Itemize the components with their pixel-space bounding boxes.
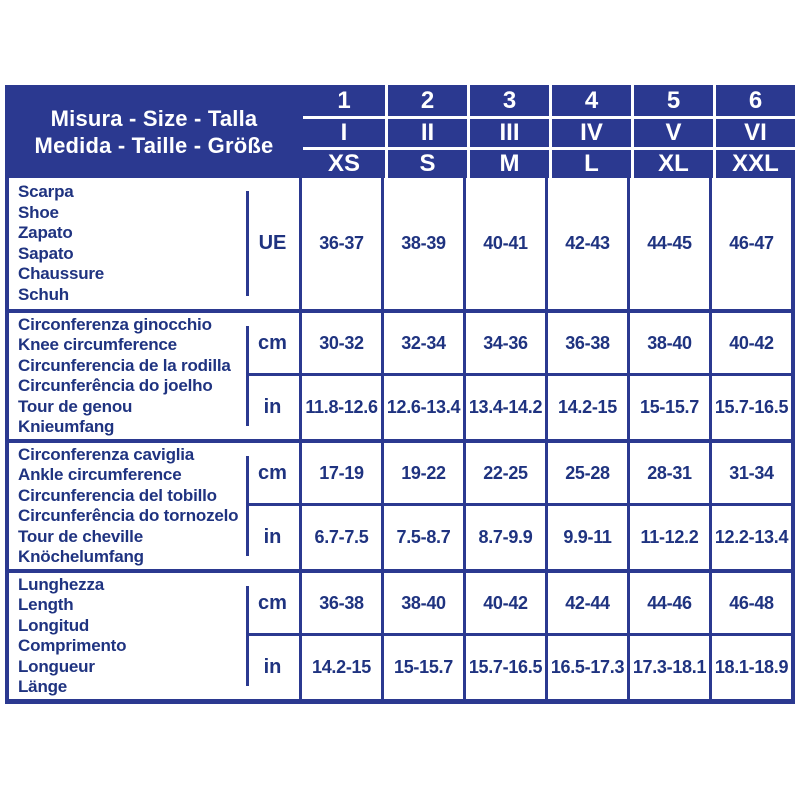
value-cell: 36-38 [299, 573, 381, 636]
group-labels [9, 313, 246, 439]
value-cell: 38-40 [627, 313, 709, 376]
group-label-line: Scarpa [18, 182, 74, 201]
size-header-cell: II [385, 116, 467, 147]
group-label-line: Ankle circumference [18, 465, 182, 484]
value-cell: 14.2-15 [545, 376, 627, 439]
size-header-cell: 1 [337, 86, 351, 114]
size-header-cell: XL [631, 147, 713, 178]
size-header-cell: III [467, 116, 549, 147]
value-cell: 30-32 [299, 313, 381, 376]
value-cell: 38-39 [381, 178, 463, 309]
group-label-line: Circonferenza caviglia [18, 444, 195, 464]
value-cell: 12.2-13.4 [709, 506, 791, 569]
size-header-cell: VI [713, 116, 795, 147]
value-cell: 32-34 [381, 313, 463, 376]
unit-divider-line [246, 326, 249, 426]
group-label-line: Circunferência do joelho [18, 376, 213, 395]
unit-divider-line [246, 586, 249, 686]
unit-divider-line [246, 456, 249, 556]
size-header-cell: XXL [713, 147, 795, 178]
size-header-cell: M [467, 147, 549, 178]
group-label-line: Circunferencia de la rodilla [18, 355, 231, 375]
value-cell: 22-25 [463, 443, 545, 506]
value-cell: 19-22 [381, 443, 463, 506]
group-label-line: Circunferencia del tobillo [18, 485, 217, 505]
unit-cell: cm [246, 443, 299, 506]
value-cell: 40-41 [463, 178, 545, 309]
group-label-line: Comprimento [18, 636, 127, 655]
value-cell: 46-48 [709, 573, 791, 636]
value-cell: 11.8-12.6 [299, 376, 381, 439]
size-header-cell: V [631, 116, 713, 147]
size-header-cell: 4 [549, 85, 631, 116]
table-title-line1: Misura - Size - Talla [50, 105, 258, 131]
value-cell: 13.4-14.2 [463, 376, 545, 439]
group-label-line: Length [18, 595, 74, 614]
size-header-cell: 5 [631, 85, 713, 116]
table-body [5, 178, 795, 704]
value-cell: 36-38 [545, 313, 627, 376]
row-group-ankle-circumference [9, 439, 791, 569]
value-cell: 7.5-8.7 [381, 506, 463, 569]
table-title-line2: Medida - Taille - Größe [34, 132, 274, 158]
group-label-line: Länge [18, 677, 68, 696]
size-header-cell: S [385, 147, 467, 178]
value-cell: 15.7-16.5 [463, 636, 545, 699]
unit-divider-line [246, 191, 249, 296]
group-labels [9, 178, 246, 309]
group-labels [9, 573, 246, 699]
value-cell: 40-42 [463, 573, 545, 636]
group-label-line: Lunghezza [18, 574, 105, 594]
unit-cell: in [263, 526, 282, 548]
group-label-line: Zapato [18, 223, 73, 242]
size-header-cell: 2 [385, 85, 467, 116]
row-group-knee-circumference [9, 309, 791, 439]
value-cell: 11-12.2 [627, 506, 709, 569]
value-cell: 15.7-16.5 [709, 376, 791, 439]
value-cell: 9.9-11 [545, 506, 627, 569]
value-cell: 8.7-9.9 [463, 506, 545, 569]
group-label-line: Chaussure [18, 264, 105, 283]
unit-cell: in [263, 656, 282, 678]
group-label-line: Tour de cheville [18, 526, 143, 546]
group-label-line: Longitud [18, 615, 90, 635]
group-label-line: Shoe [18, 202, 59, 222]
value-cell: 17.3-18.1 [627, 636, 709, 699]
value-cell: 44-46 [627, 573, 709, 636]
unit-cell: cm [246, 313, 299, 376]
value-cell: 31-34 [709, 443, 791, 506]
size-header-cell: 3 [467, 85, 549, 116]
group-label-line: Knieumfang [18, 417, 115, 436]
group-label-line: Longueur [18, 656, 95, 676]
value-cell: 34-36 [463, 313, 545, 376]
unit-cell: in [263, 396, 282, 418]
group-labels [9, 443, 246, 569]
value-cell: 44-45 [627, 178, 709, 309]
size-header-cell: IV [549, 116, 631, 147]
value-cell: 16.5-17.3 [545, 636, 627, 699]
value-cell: 40-42 [709, 313, 791, 376]
row-group-length [9, 569, 791, 699]
value-cell: 42-44 [545, 573, 627, 636]
value-cell: 38-40 [381, 573, 463, 636]
group-label-line: Knee circumference [18, 335, 177, 354]
unit-cell: UE [258, 232, 287, 254]
value-cell: 6.7-7.5 [299, 506, 381, 569]
value-cell: 25-28 [545, 443, 627, 506]
value-cell: 15-15.7 [381, 636, 463, 699]
value-cell: 36-37 [299, 178, 381, 309]
value-cell: 28-31 [627, 443, 709, 506]
size-grid [303, 85, 795, 178]
group-label-line: Sapato [18, 243, 74, 263]
value-cell: 12.6-13.4 [381, 376, 463, 439]
size-header-cell: XS [303, 147, 385, 178]
value-cell: 18.1-18.9 [709, 636, 791, 699]
value-cell: 17-19 [299, 443, 381, 506]
value-cell: 15-15.7 [627, 376, 709, 439]
value-cell: 14.2-15 [299, 636, 381, 699]
group-label-line: Circunferência do tornozelo [18, 506, 239, 525]
group-label-line: Tour de genou [18, 396, 133, 416]
table-title [5, 85, 303, 178]
unit-cell: cm [246, 573, 299, 636]
table-header-band [5, 85, 795, 178]
group-label-line: Schuh [18, 284, 69, 304]
value-cell: 42-43 [545, 178, 627, 309]
size-header-cell: I [303, 116, 385, 147]
size-header-cell: L [549, 147, 631, 178]
value-cell: 46-47 [709, 178, 791, 309]
group-label-line: Circonferenza ginocchio [18, 314, 212, 334]
group-label-line: Knöchelumfang [18, 547, 144, 566]
size-chart-table [5, 85, 795, 704]
size-header-cell: 6 [713, 85, 795, 116]
row-group-shoe-size [9, 178, 791, 309]
